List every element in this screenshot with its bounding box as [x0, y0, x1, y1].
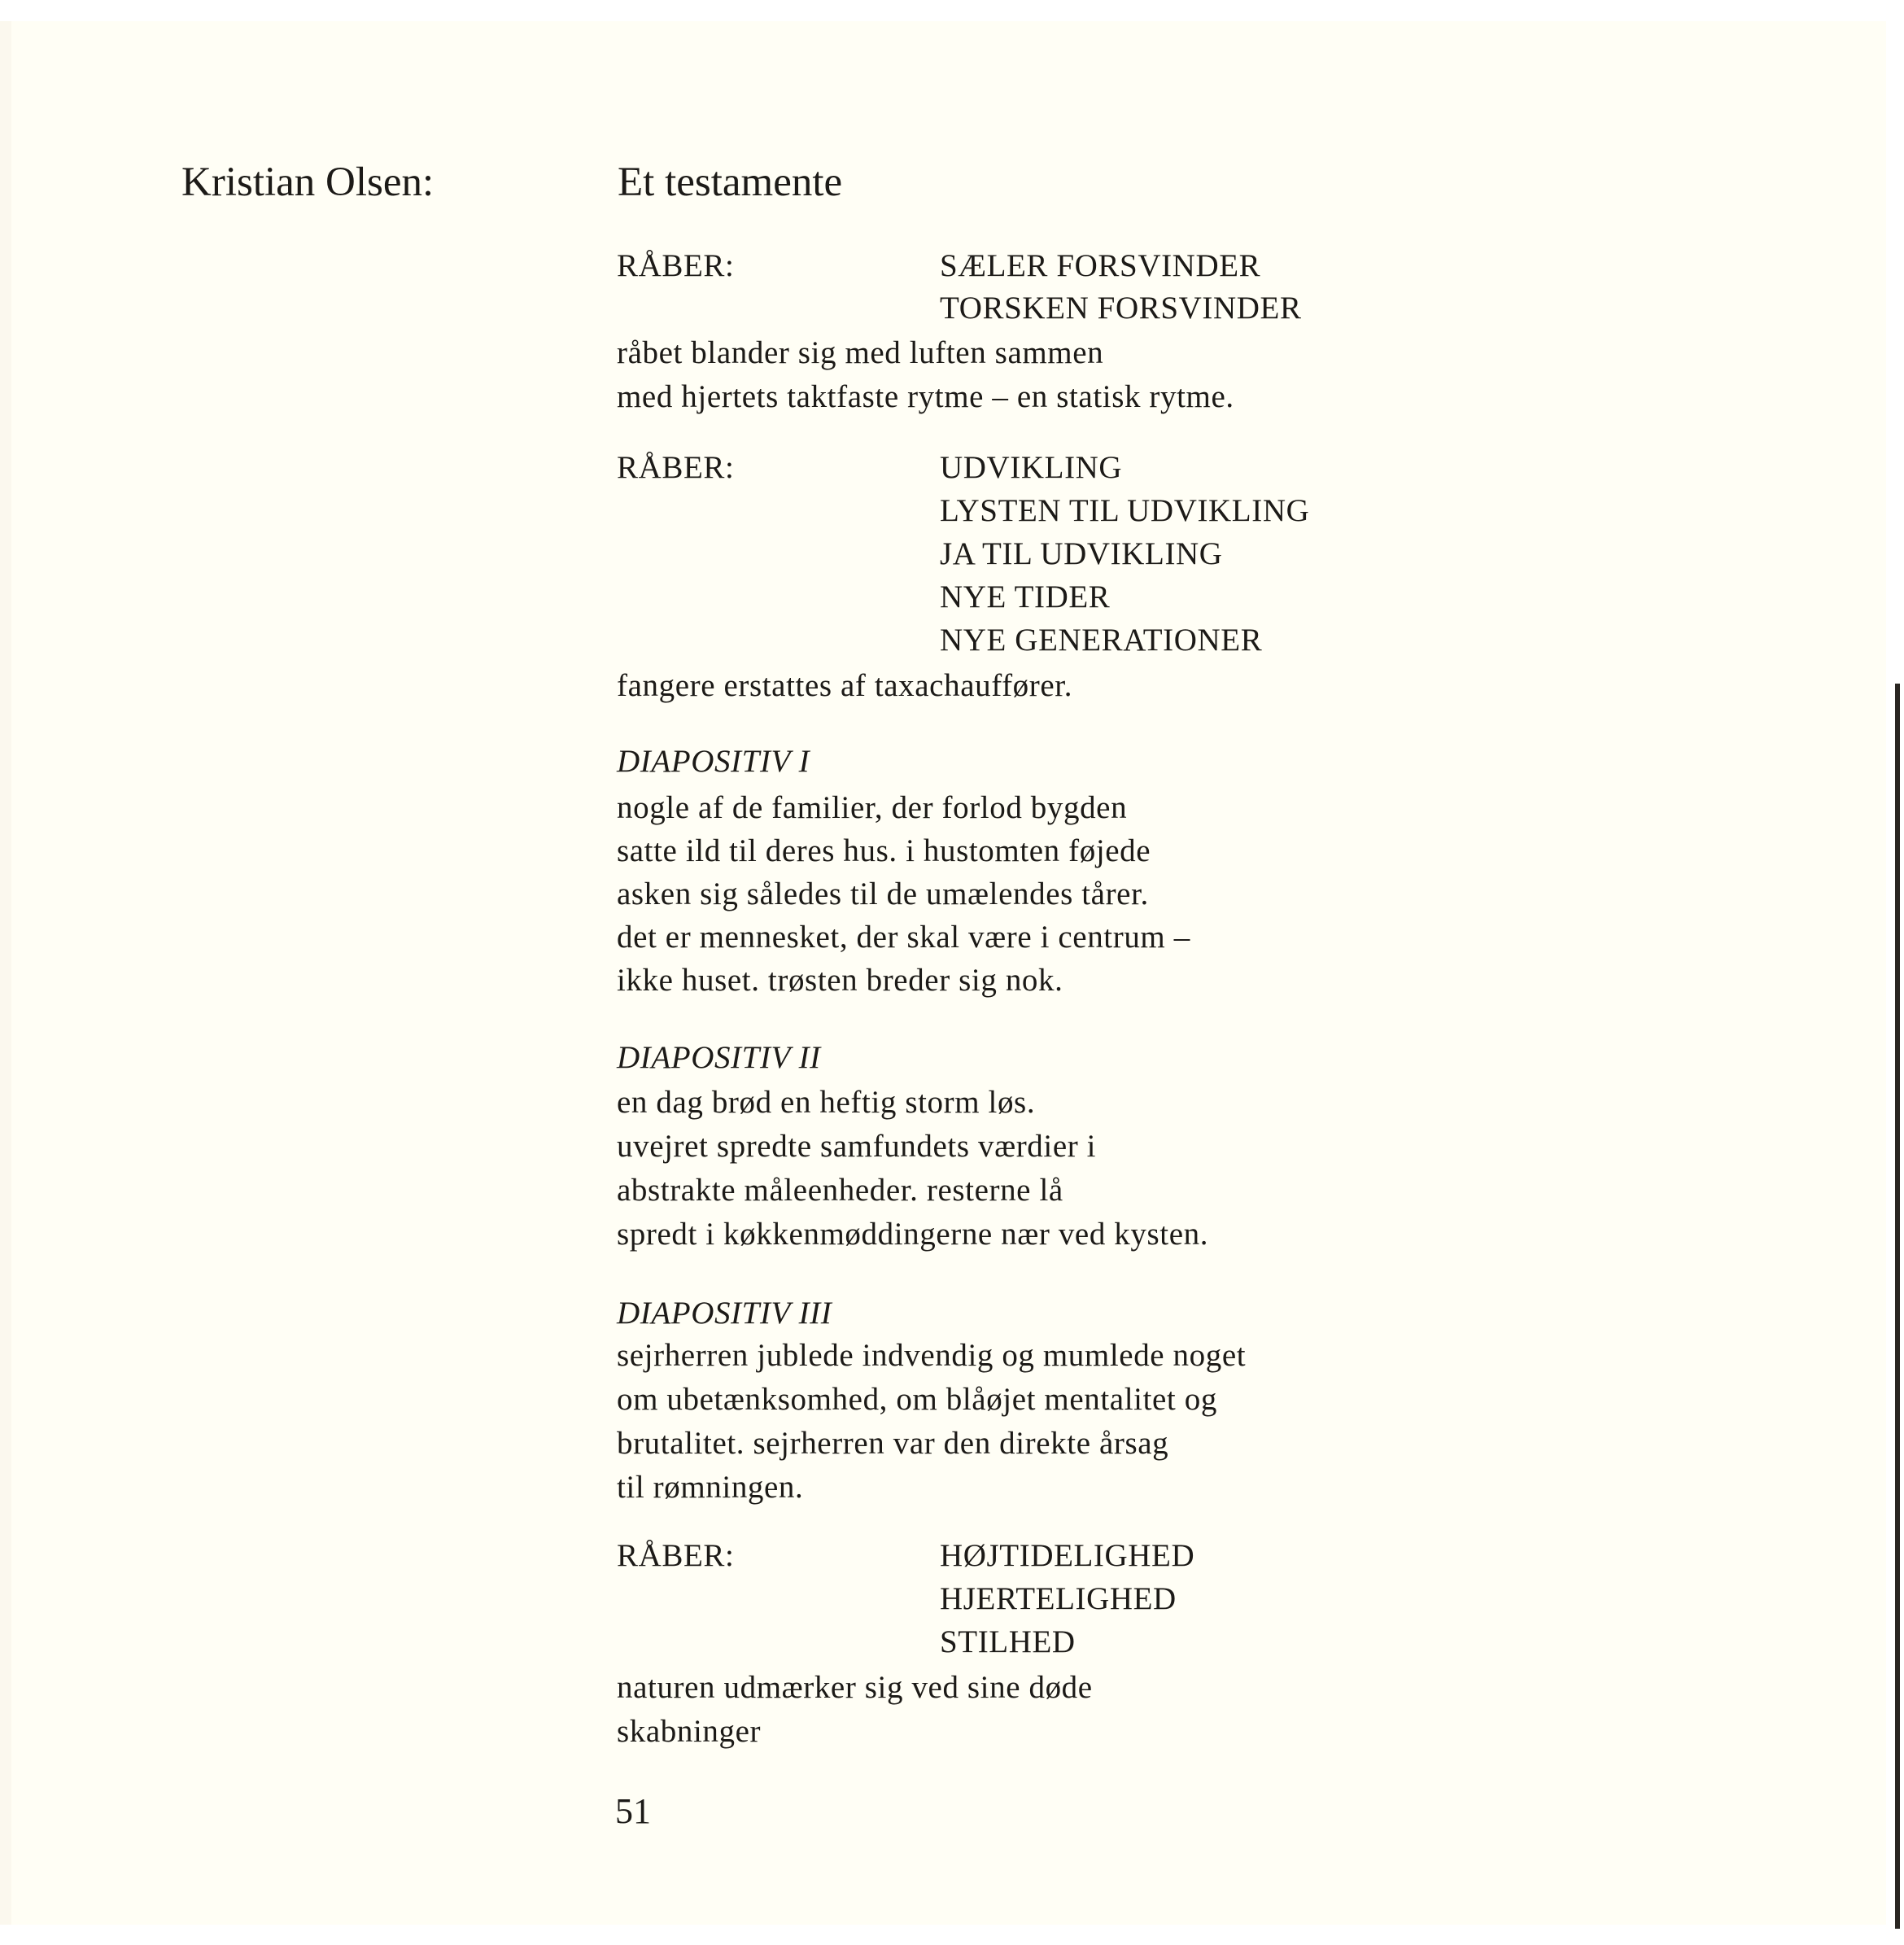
- verse-line: fangere erstattes af taxachauffører.: [617, 668, 1073, 703]
- shout-line: NYE GENERATIONER: [940, 623, 1263, 658]
- shout-line: JA TIL UDVIKLING: [940, 536, 1223, 571]
- verse-line: det er mennesket, der skal være i centrum –: [617, 920, 1190, 955]
- scan-top-margin: [0, 0, 1904, 21]
- verse-line: spredt i køkkenmøddingerne nær ved kysten.: [617, 1217, 1209, 1252]
- verse-line: nogle af de familier, der forlod bygden: [617, 790, 1128, 825]
- verse-line: om ubetænksomhed, om blåøjet mentalitet og: [617, 1382, 1217, 1417]
- verse-line: naturen udmærker sig ved sine døde: [617, 1670, 1093, 1705]
- shout-line: UDVIKLING: [940, 450, 1123, 485]
- speaker-label: RÅBER:: [617, 1538, 735, 1573]
- shout-line: STILHED: [940, 1624, 1076, 1659]
- verse-line: skabninger: [617, 1714, 762, 1749]
- shout-line: LYSTEN TIL UDVIKLING: [940, 493, 1310, 528]
- verse-line: uvejret spredte samfundets værdier i: [617, 1129, 1097, 1164]
- speaker-label: RÅBER:: [617, 248, 735, 283]
- section-heading: DIAPOSITIV I: [617, 744, 810, 779]
- poem-title: Et testamente: [618, 160, 843, 205]
- section-heading: DIAPOSITIV II: [617, 1040, 821, 1075]
- section-heading: DIAPOSITIV III: [617, 1296, 832, 1331]
- verse-line: abstrakte måleenheder. resterne lå: [617, 1173, 1063, 1208]
- author-name: Kristian Olsen:: [181, 160, 435, 205]
- shout-line: HJERTELIGHED: [940, 1581, 1177, 1616]
- shout-line: NYE TIDER: [940, 579, 1111, 614]
- scan-left-margin: [0, 0, 11, 1945]
- shout-line: HØJTIDELIGHED: [940, 1538, 1195, 1573]
- verse-line: en dag brød en heftig storm løs.: [617, 1085, 1036, 1120]
- verse-line: satte ild til deres hus. i hustomten føjede: [617, 833, 1151, 868]
- verse-line: ikke huset. trøsten breder sig nok.: [617, 963, 1063, 998]
- shout-line: SÆLER FORSVINDER: [940, 248, 1261, 283]
- verse-line: asken sig således til de umælendes tårer.: [617, 876, 1149, 911]
- page-edge-shadow: [1895, 684, 1900, 1929]
- verse-line: til rømningen.: [617, 1470, 804, 1505]
- page-number: 51: [615, 1791, 651, 1831]
- verse-line: med hjertets taktfaste rytme – en statisk rytme.: [617, 379, 1234, 414]
- speaker-label: RÅBER:: [617, 450, 735, 485]
- shout-line: TORSKEN FORSVINDER: [940, 291, 1302, 326]
- verse-line: sejrherren jublede indvendig og mumlede noget: [617, 1338, 1247, 1373]
- verse-line: råbet blander sig med luften sammen: [617, 335, 1104, 370]
- verse-line: brutalitet. sejrherren var den direkte årsag: [617, 1426, 1169, 1461]
- scan-bottom-margin: [0, 1925, 1904, 1945]
